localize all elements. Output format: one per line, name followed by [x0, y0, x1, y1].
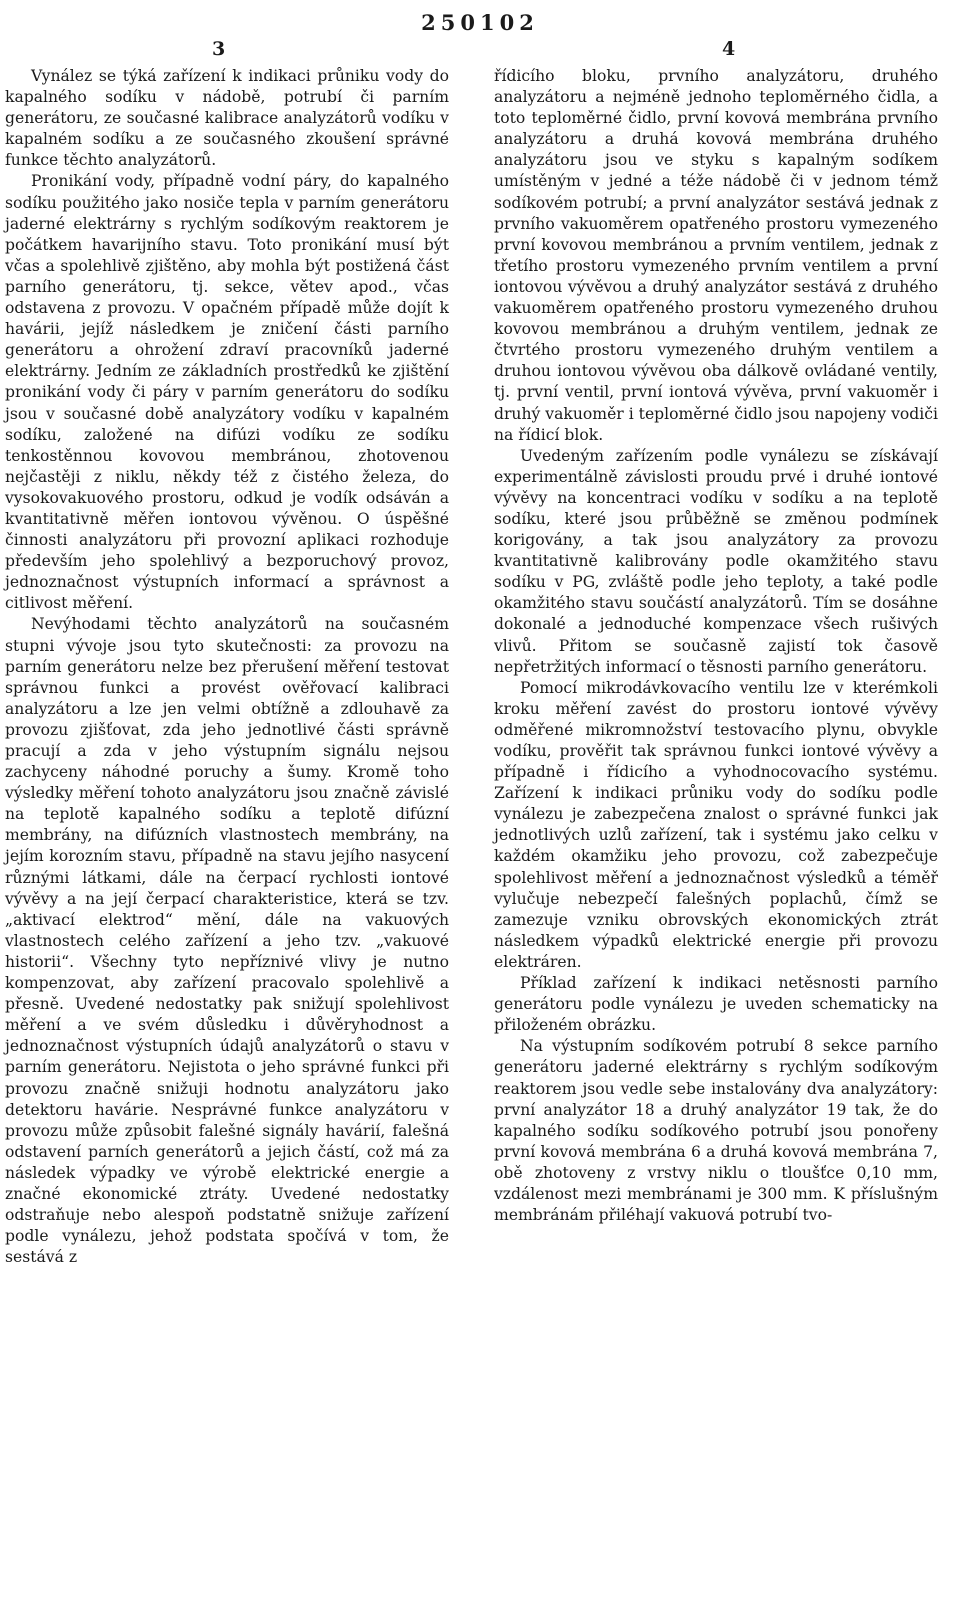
- paragraph: Pronikání vody, případně vodní páry, do kapalného sodíku použitého jako nosiče tepla v parním generátoru jaderné elektrárny s rychlým sodíkovým reaktorem je počátkem havarijního stavu. Toto pronikání musí být včas a spolehlivě zjištěno, aby mohla být postižená část parního generátoru, tj. sekce, větev apod., včas odstavena z provozu. V opačném případě může dojít k havárii, jejíž následkem je zničení části parního generátoru a ohrožení zdraví pracovníků jaderné elektrárny. Jedním ze základních prostředků ke zjištění pronikání vody či páry v parním generátoru do sodíku jsou v současné době analyzátory vodíku v kapalném sodíku, založené na difúzi vodíku ze sodíku tenkostěnnou kovovou membránou, zhotovenou nejčastěji z niklu, někdy též z čistého železa, do vysokovakuového prostoru, odkud je vodík odsáván a kvantitativně měřen iontovou vývěnou. O úspěšné činnosti analyzátoru při provozní aplikaci rozhoduje především jeho spolehlivý a bezporuchový provoz, jednoznačnost výstupních informací a správnost a citlivost měření.: [5, 172, 449, 613]
- page-number-right: 4: [722, 38, 736, 60]
- paragraph: Pomocí mikrodávkovacího ventilu lze v kterémkoli kroku měření zavést do prostoru iontové vývěvy odměřené mikromnožství testovacího plynu, obvykle vodíku, prověřit tak správnou funkci iontové vývěvy a případně i řídicího a vyhodnocovacího systému. Zařízení k indikaci průniku vody do sodíku podle vynálezu je zabezpečena znalost o správné funkci jak jednotlivých uzlů zařízení, tak i systému jako celku v každém okamžiku jeho provozu, což zabezpečuje spolehlivost měření a jednoznačnost výsledků a téměř vylučuje nebezpečí falešných poplachů, čímž se zamezuje vzniku obrovských ekonomických ztrát následkem výpadků elektrické energie při provozu elektráren.: [494, 678, 938, 971]
- right-text-column: [494, 66, 938, 1226]
- paragraph: Nevýhodami těchto analyzátorů na současném stupni vývoje jsou tyto skutečnosti: za provozu na parním generátoru nelze bez přerušení měření testovat správnou funkci a provést ověřovací kalibraci analyzátoru a lze jen velmi obtížně a zdlouhavě za provozu zjišťovat, zda jeho jednotlivé části správně pracují a zda v jeho výstupním signálu nejsou zachyceny náhodné poruchy a šumy. Kromě toho výsledky měření tohoto analyzátoru jsou značně závislé na teplotě kapalného sodíku a teplotě difúzní membrány, na difúzních vlastnostech membrány, na jejím korozním stavu, případně na stavu jejího nasycení různými látkami, dále na čerpací rychlosti iontové vývěvy a na její čerpací charakteristice, která se tzv. „aktivací elektrod“ mění, dále na vakuových vlastnostech celého zařízení a jeho tzv. „vakuové historii“. Všechny tyto nepříznivé vlivy je nutno kompenzovat, aby zařízení pracovalo spolehlivě a přesně. Uvedené nedostatky pak snižují spolehlivost měření a ve svém důsledku i důvěryhodnost a jednoznačnost výstupních údajů analyzátorů o stavu v parním generátoru. Nejistota o jeho správné funkci při provozu značně snižuji hodnotu analyzátoru jako detektoru havárie. Nesprávné funkce analyzátoru v provozu může způsobit falešné signály havárií, falešná odstavení parních generátorů a jejich částí, což má za následek výpadky ve výrobě elektrické energie a značné ekonomické ztráty. Uvedené nedostatky odstraňuje nebo alespoň podstatně snižuje zařízení podle vynálezu, jehož podstata spočívá v tom, že sestává z: [5, 615, 449, 1267]
- page-number-left: 3: [212, 38, 226, 60]
- paragraph: Vynález se týká zařízení k indikaci průniku vody do kapalného sodíku v nádobě, potrubí či parním generátoru, ze současné kalibrace analyzátorů vodíku v kapalném sodíku a ze současného zkoušení správné funkce těchto analyzátorů.: [5, 67, 449, 170]
- left-text-column: [5, 66, 449, 1268]
- document-number: 250102: [421, 10, 539, 35]
- paragraph: Uvedeným zařízením podle vynálezu se získávají experimentálně závislosti proudu prvé i druhé iontové vývěvy na koncentraci vodíku v sodíku a na teplotě sodíku, které jsou průběžně se změnou podmínek korigovány, a tak jsou analyzátory za provozu kvantitativně kalibrovány podle okamžitého stavu sodíku v PG, zvláště podle jeho teploty, a také podle okamžitého stavu součástí analyzátorů. Tím se dosáhne dokonalé a jednoduché kompenzace všech rušivých vlivů. Přitom se současně zajistí tok časově nepřetržitých informací o těsnosti parního generátoru.: [494, 446, 938, 676]
- paragraph: řídicího bloku, prvního analyzátoru, druhého analyzátoru a nejméně jednoho teploměrného čidla, a toto teploměrné čidlo, první kovová membrána prvního analyzátoru a druhá kovová membrána druhého analyzátoru jsou ve styku s kapalným sodíkem umístěným v jedné a téže nádobě či v jednom témž sodíkovém potrubí; a první analyzátor sestává jednak z prvního vakuoměrem opatřeného prostoru vymezeného první kovovou membránou a prvním ventilem, jednak z třetího prostoru vymezeného prvním ventilem a první iontovou vývěvou a druhý analyzátor sestává z druhého vakuoměrem opatřeného prostoru vymezeného druhou kovovou membránou a druhým ventilem, jednak ze čtvrtého prostoru vymezeného druhým ventilem a druhou iontovou vývěvou oba dálkově ovládané ventily, tj. první ventil, první iontová vývěva, první vakuoměr i druhý vakuoměr i teploměrné čidlo jsou napojeny vodiči na řídicí blok.: [494, 67, 938, 444]
- paragraph: Na výstupním sodíkovém potrubí 8 sekce parního generátoru jaderné elektrárny s rychlým sodíkovým reaktorem jsou vedle sebe instalovány dva analyzátory: první analyzátor 18 a druhý analyzátor 19 tak, že do kapalného sodíku sodíkového potrubí jsou ponořeny první kovová membrána 6 a druhá kovová membrána 7, obě zhotoveny z vrstvy niklu o tloušťce 0,10 mm, vzdálenost mezi membránami je 300 mm. K příslušným membránám přiléhají vakuová potrubí tvo-: [494, 1037, 938, 1225]
- paragraph: Příklad zařízení k indikaci netěsnosti parního generátoru podle vynálezu je uveden schematicky na přiloženém obrázku.: [494, 974, 938, 1035]
